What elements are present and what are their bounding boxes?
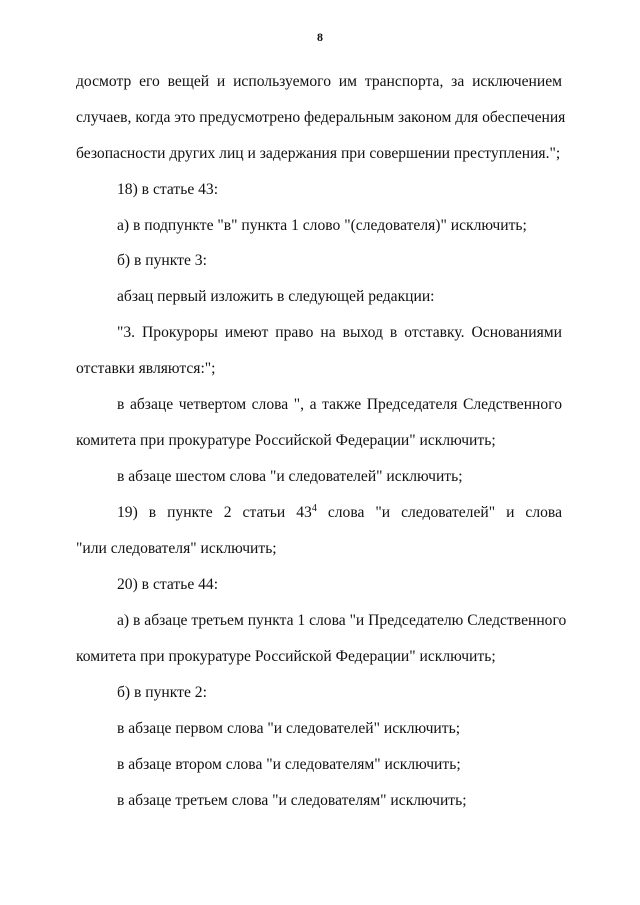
quote-line-2: отставки являются:"; <box>76 360 216 377</box>
item-19-text-end: слова "и следователей" и слова <box>316 504 562 521</box>
text-line-1: досмотр его вещей и используемого им транспорта, за исключением <box>76 73 562 90</box>
text-line-2: случаев, когда это предусмотрено федеральным законом для обеспечения <box>76 109 566 126</box>
quote-line-1: "3. Прокуроры имеют право на выход в отставку. Основаниями <box>117 324 562 341</box>
item-19-text-start: 19) в пункте 2 статьи 43 <box>117 504 312 521</box>
article-superscript: 4 <box>311 503 317 514</box>
item-19-line-2: "или следователя" исключить; <box>76 540 277 557</box>
paragraph-first-edit: абзац первый изложить в следующей редакции: <box>117 288 435 305</box>
item-18-heading: 18) в статье 43: <box>117 181 219 198</box>
first-paragraph-edit: в абзаце первом слова "и следователей" исключить; <box>117 720 461 737</box>
item-20-heading: 20) в статье 44: <box>117 576 219 593</box>
item-20-b: б) в пункте 2: <box>117 684 207 701</box>
item-18-a: а) в подпункте "в" пункта 1 слово "(следователя)" исключить; <box>117 217 527 234</box>
fourth-paragraph-line-1: в абзаце четвертом слова ", а также Председателя Следственного <box>117 396 562 413</box>
text-line-3: безопасности других лиц и задержания при совершении преступления."; <box>76 145 561 162</box>
item-20-a-line-1: а) в абзаце третьем пункта 1 слова "и Председателю Следственного <box>117 612 567 629</box>
second-paragraph-edit: в абзаце втором слова "и следователям" исключить; <box>117 756 461 773</box>
item-19-line-1 <box>117 503 562 523</box>
item-18-b: б) в пункте 3: <box>117 252 207 269</box>
fourth-paragraph-line-2: комитета при прокуратуре Российской Федерации" исключить; <box>76 432 496 449</box>
sixth-paragraph: в абзаце шестом слова "и следователей" исключить; <box>117 468 463 485</box>
item-20-a-line-2: комитета при прокуратуре Российской Федерации" исключить; <box>76 648 496 665</box>
third-paragraph-edit: в абзаце третьем слова "и следователям" исключить; <box>117 792 467 809</box>
page-number: 8 <box>317 30 323 44</box>
